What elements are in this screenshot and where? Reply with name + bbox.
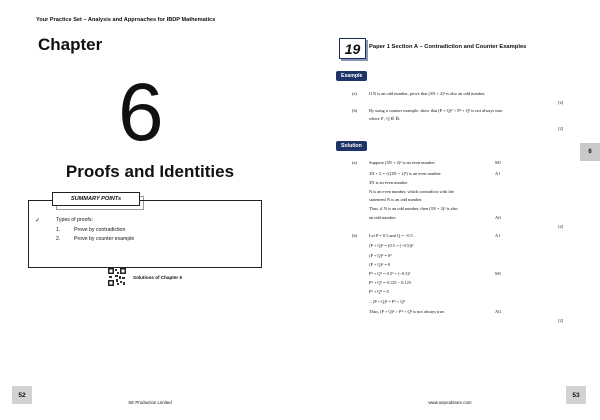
summary-box	[28, 200, 262, 268]
solution-line: an odd number.	[369, 215, 397, 220]
solution-part-a-label: (a)	[352, 160, 357, 165]
page-number-right: 53	[566, 386, 586, 404]
chapter-heading: Chapter	[38, 35, 103, 54]
chapter-side-tab: 6	[580, 143, 600, 161]
chapter-number: 6	[118, 67, 164, 158]
chapter-title: Proofs and Identities	[65, 162, 235, 181]
solution-line: P³ + Q³ = 0.5³ + (−0.5)³	[369, 271, 411, 276]
solution-label: Solution	[336, 141, 367, 151]
summary-item	[56, 227, 125, 233]
solution-line: (P + Q)³ = 0³	[369, 253, 392, 258]
solution-line: N is an even number, which contradicts with the	[369, 189, 454, 194]
example-part-b-text: where P , Q ∈ ℝ.	[369, 116, 401, 121]
solution-line: P³ + Q³ = 0.125 − 0.125	[369, 280, 412, 285]
summary-types-label: Types of proofs:	[56, 217, 93, 223]
solution-line: 3N is an even number	[369, 180, 408, 185]
example-part-b-label: (b)	[352, 108, 358, 113]
summary-item-text: Prove by contradiction	[74, 227, 126, 233]
summary-item-text: Prove by counter example	[74, 236, 135, 242]
solution-part-b-points: [2]	[558, 318, 564, 323]
example-part-a-text: If N is an odd number, prove that (3N + 2)² is also an odd number.	[369, 91, 486, 96]
section-number-badge: 19	[339, 38, 366, 59]
solution-line: (P + Q)³ = (0.5 + (−0.5))³	[369, 243, 414, 248]
solution-mark: A1	[495, 171, 501, 176]
qr-code[interactable]	[108, 268, 126, 286]
summary-item-number: 1.	[56, 227, 61, 233]
solution-part-b-label: (b)	[352, 233, 358, 238]
qr-caption: Solutions of Chapter 6	[133, 275, 183, 280]
example-label: Example	[336, 71, 367, 81]
solution-line: Thus, if N is an odd number, then (3N + 2)² is also	[369, 206, 458, 211]
page-number-left: 52	[12, 386, 32, 404]
solution-part-a-points: [2]	[558, 224, 564, 229]
footer-website: www.seprodstore.com	[428, 400, 472, 405]
example-part-b-text: By using a counter example, show that (P + Q)³ > P³ + Q³ is not always true,	[369, 108, 504, 113]
solution-mark: M1	[495, 271, 502, 276]
summary-item-number: 2.	[56, 236, 61, 242]
example-part-a-label: (a)	[352, 91, 357, 96]
solution-mark: AG	[495, 309, 502, 314]
solution-line: Thus, (P + Q)³ > P³ + Q³ is not always true.	[369, 309, 445, 314]
solution-line: P³ + Q³ = 0	[369, 289, 389, 294]
solution-line: statement N is an odd number.	[369, 197, 423, 202]
solution-line: Suppose (3N + 2)² is an even number.	[369, 160, 436, 165]
solution-line: ∴ (P + Q)³ = P³ + Q³	[369, 299, 405, 304]
solution-mark: AG	[495, 215, 502, 220]
summary-tag: SUMMARY POINTs	[52, 192, 140, 206]
book-title: Your Practice Set – Analysis and Approaches for IBDP Mathematics	[36, 17, 216, 23]
solution-mark: A1	[495, 233, 501, 238]
check-icon: ✓	[35, 218, 41, 224]
footer-publisher: SE Production Limited	[128, 400, 172, 405]
solution-line: (P + Q)³ = 0	[369, 262, 391, 267]
summary-item	[56, 236, 134, 242]
section-title: Paper 1 Section A – Contradiction and Counter Examples	[369, 44, 527, 50]
example-part-a-points: [2]	[558, 100, 564, 105]
solution-mark: M1	[495, 160, 502, 165]
example-part-b-points: [2]	[558, 126, 564, 131]
solution-line: Let P = 0.5 and Q = −0.5 .	[369, 233, 415, 238]
solution-line: 3N + 2 = √((3N + 2)²) is an even number	[369, 171, 441, 176]
